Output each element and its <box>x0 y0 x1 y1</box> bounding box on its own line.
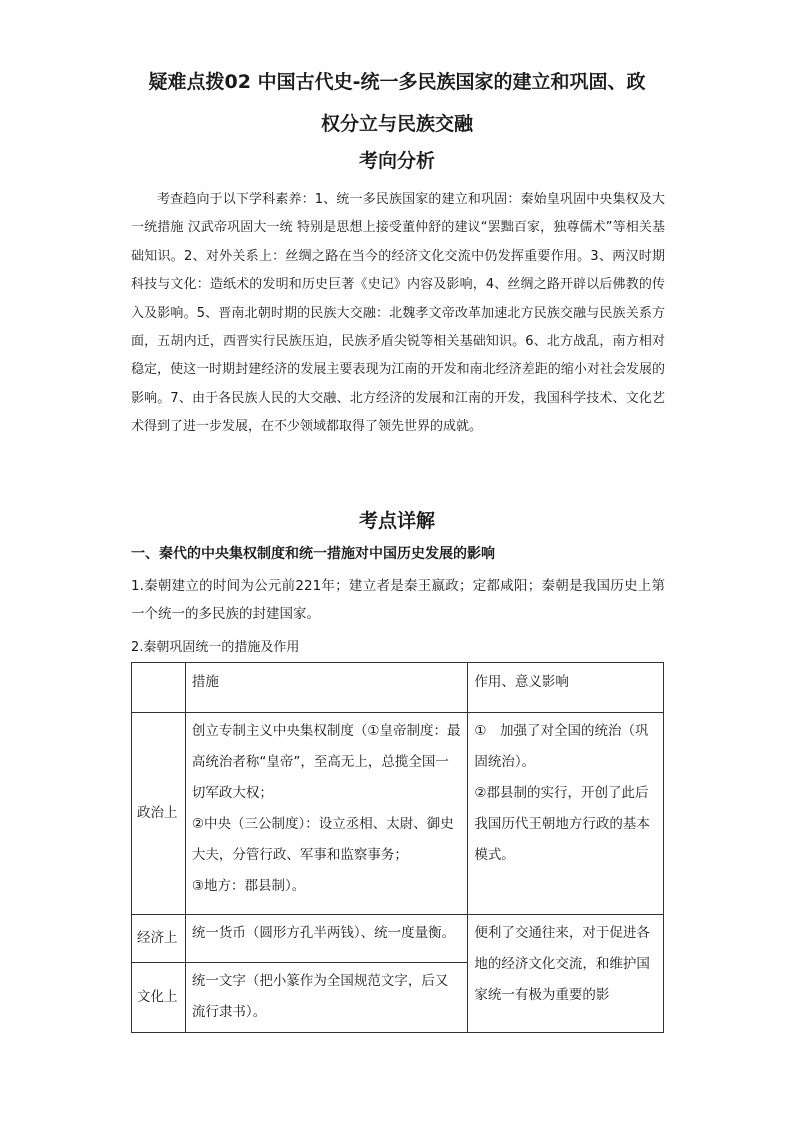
header-blank-cell <box>132 663 186 713</box>
heading-analysis: 考向分析 <box>358 150 435 172</box>
intro-paragraph: 考查趋向于以下学科素养：1、统一多民族国家的建立和巩固：秦始皇巩固中央集权及大一统措施 汉武帝巩固大一统 特别是思想上接受董仲舒的建议“罢黜百家，独尊儒术”等相关基础知识。2、对外关系上：丝绸之路在当今的经济文化交流中仍发挥重要作用。3、两汉时期科技与文化：造纸术的发明和历史巨著《史记》内容及影响，4、丝绸之路开辟以后佛教的传入及影响。5、晋南北朝时期的民族大交融：北魏孝文帝改革加速北方民族交融与民族关系方面，五胡内迁，西晋实行民族压迫，民族矛盾尖锐等相关基础知识。6、北方战乱，南方相对稳定，使这一时期封建经济的发展主要表现为江南的开发和南北经济差距的缩小对社会发展的影响。7、由于各民族人民的大交融、北方经济的发展和江南的开发，我国科学技术、文化艺术得到了进一步发展，在不少领域都取得了领先世界的成就。 <box>131 192 665 435</box>
politics-measure-2: ②中央（三公制度）：设立丞相、太尉、御史大夫，分管行政、军事和监察事务； <box>191 816 454 863</box>
politics-measure-3: ③地方：郡县制）。 <box>191 878 306 894</box>
header-measures-cell: 措施 <box>185 663 467 713</box>
point2-paragraph: 2.秦朝巩固统一的措施及作用 <box>131 640 300 655</box>
shared-effect-cell: 便利了交通往来，对于促进各地的经济文化交流，和维护国家统一有极为重要的影 <box>468 915 664 1033</box>
politics-effect-2: ②郡县制的实行，开创了此后我国历代王朝地方行政的基本模式。 <box>474 785 650 863</box>
politics-effects-cell <box>468 713 664 915</box>
politics-measure-1: 创立专制主义中央集权制度（①皇帝制度：最高统治者称“皇帝”，至高无上，总揽全国一切军政大权； <box>191 723 461 801</box>
row-label-culture: 文化上 <box>132 963 186 1033</box>
politics-effect-1: ① 加强了对全国的统治（巩固统治）。 <box>474 723 649 770</box>
section1-title: 一、秦代的中央集权制度和统一措施对中国历史发展的影响 <box>131 546 495 562</box>
document-title-line2: 权分立与民族交融 <box>320 113 473 135</box>
point1-paragraph: 1.秦朝建立的时间为公元前221年；建立者是秦王嬴政；定都咸阳；秦朝是我国历史上第一个统一的多民族的封建国家。 <box>131 578 665 623</box>
table-header-row <box>132 663 664 713</box>
row-label-politics: 政治上 <box>132 713 186 915</box>
heading-detail: 考点详解 <box>358 510 435 532</box>
header-effects-cell: 作用、意义影响 <box>468 663 664 713</box>
table-row-politics <box>132 713 664 915</box>
politics-measures-cell <box>185 713 467 915</box>
table-row-economy <box>132 915 664 963</box>
culture-measure-cell: 统一文字（把小篆作为全国规范文字，后又流行隶书）。 <box>185 963 467 1033</box>
economy-measure-cell: 统一货币（圆形方孔半两钱）、统一度量衡。 <box>185 915 467 963</box>
document-title-line1: 疑难点拨02 中国古代史-统一多民族国家的建立和巩固、政 <box>148 71 646 93</box>
measures-table <box>131 662 664 1033</box>
row-label-economy: 经济上 <box>132 915 186 963</box>
